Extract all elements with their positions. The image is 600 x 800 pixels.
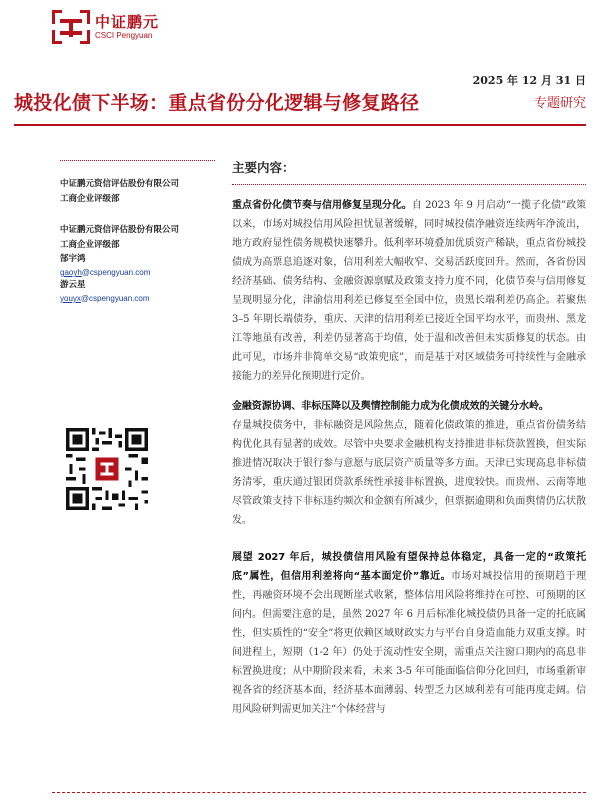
analyst-name: 郜宇鸿 — [60, 254, 86, 264]
email-domain: @cspengyuan.com — [81, 268, 151, 277]
cscipy-logo-icon — [52, 10, 90, 44]
email-user: gaoyh — [60, 268, 82, 277]
paragraph-lead: 金融资源协调、非标压降以及舆情控制能力成为化债成效的关键分水岭。 — [232, 401, 549, 412]
paragraph-body: 自 2023 年 9 月启动“一揽子化债”政策以来，市场对城投信用风险担忧显著缓解，同时城投债净融资连续两年净流出，地方政府显性债务规模快速攀升。低利率环境叠加优质资产稀缺，重点省份城投债成为高票息追逐对象，信用利差大幅收窄、交易活跃度回升。然而，各省份因经济基础、债务结构、金融资源禀赋及政策支持力度不同，化债节奏与信用修复呈现明显分化，津渝信用利差已修复至全国中位，贵黑长端利差仍高企。若聚焦 3–5 年期长端债券，重庆、天津的信用利差已接近全国平均水平，而贵州、黑龙江等地虽有改善，利差仍显著高于均值，处于温和改善但未实质修复的状态。由此可见，市场并非简单交易“政策兜底”，而是基于对区域债务可持续性与金融承接能力的差异化预期进行定价。 — [232, 200, 586, 382]
report-title: 城投化债下半场：重点省份分化逻辑与修复路径 — [14, 92, 420, 114]
summary-paragraph — [232, 548, 586, 719]
email-user: youyx — [60, 294, 81, 303]
section-divider — [232, 184, 586, 185]
paragraph-lead: 展望 2027 年后，城投债信用风险有望保持总体稳定，具备一定的“政策托底”属性，但信用利差将向“基本面定价”靠近。 — [232, 552, 586, 582]
summary-paragraph — [232, 196, 586, 386]
summary-paragraph — [232, 397, 586, 530]
paragraph-lead: 重点省份化债节奏与信用修复呈现分化。 — [232, 200, 412, 211]
analyst-email-link[interactable] — [60, 292, 220, 305]
report-type-label: 专题研究 — [533, 96, 586, 111]
brand-name-cn: 中证鹏元 — [95, 13, 160, 31]
analyst-name: 游云星 — [60, 280, 86, 290]
company-logo — [52, 8, 172, 46]
section-heading: 主要内容： — [232, 160, 295, 175]
analyst-email-link[interactable] — [60, 266, 220, 279]
brand-name-en: CSCI Pengyuan — [95, 31, 153, 40]
institution-name: 中证鹏元资信评估股份有限公司 — [60, 179, 180, 189]
paragraph-body: 市场对城投信用的预期趋于理性，再融资环境不会出现断崖式收紧，整体信用风险将维持在可控、可预期的区间内。但需要注意的是，虽然 2027 年 6 月后标准化城投债仍具备一定的托底属性，但实质性的“安全”将更依赖区域财政实力与平台自身造血能力双重支撑。时间进程上，短期（1-2 年）仍处于流动性安全期，需重点关注窗口期内的高息非标置换进度；从中期阶段来看，未来 3-5 年可能面临信仰分化回归，市场重新审视各省的经济基本面，经济基本面薄弱、转型乏力区域利差有可能再度走阔。信用风险研判需更加关注“个体经营与 — [232, 571, 586, 715]
main-content — [232, 158, 586, 730]
qr-code-icon — [66, 428, 148, 510]
department-name: 工商企业评级部 — [60, 240, 120, 250]
sidebar — [60, 160, 220, 305]
header-divider — [14, 124, 586, 126]
footer-divider — [52, 792, 586, 793]
sidebar-divider — [60, 160, 215, 161]
department-name: 工商企业评级部 — [60, 194, 120, 204]
report-date: 2025 年 12 月 31 日 — [472, 74, 586, 87]
paragraph-body: 存量城投债务中，非标融资是风险焦点，随着化债政策的推进，重点省份债务结构优化具有显著的成效。尽管中央要求金融机构支持推进非标贷款置换，但实际推进情况取决于银行参与意愿与底层资产质量等多方面。天津已实现高息非标债务清零，重庆通过银团贷款系统性承接非标置换，进度较快。而贵州、云南等地尽管政策支持下非标违约频次和金额有所减少，但票据逾期和负面舆情仍広状散发。 — [232, 420, 586, 526]
institution-name: 中证鹏元资信评估股份有限公司 — [60, 225, 180, 235]
email-domain: @cspengyuan.com — [80, 294, 150, 303]
